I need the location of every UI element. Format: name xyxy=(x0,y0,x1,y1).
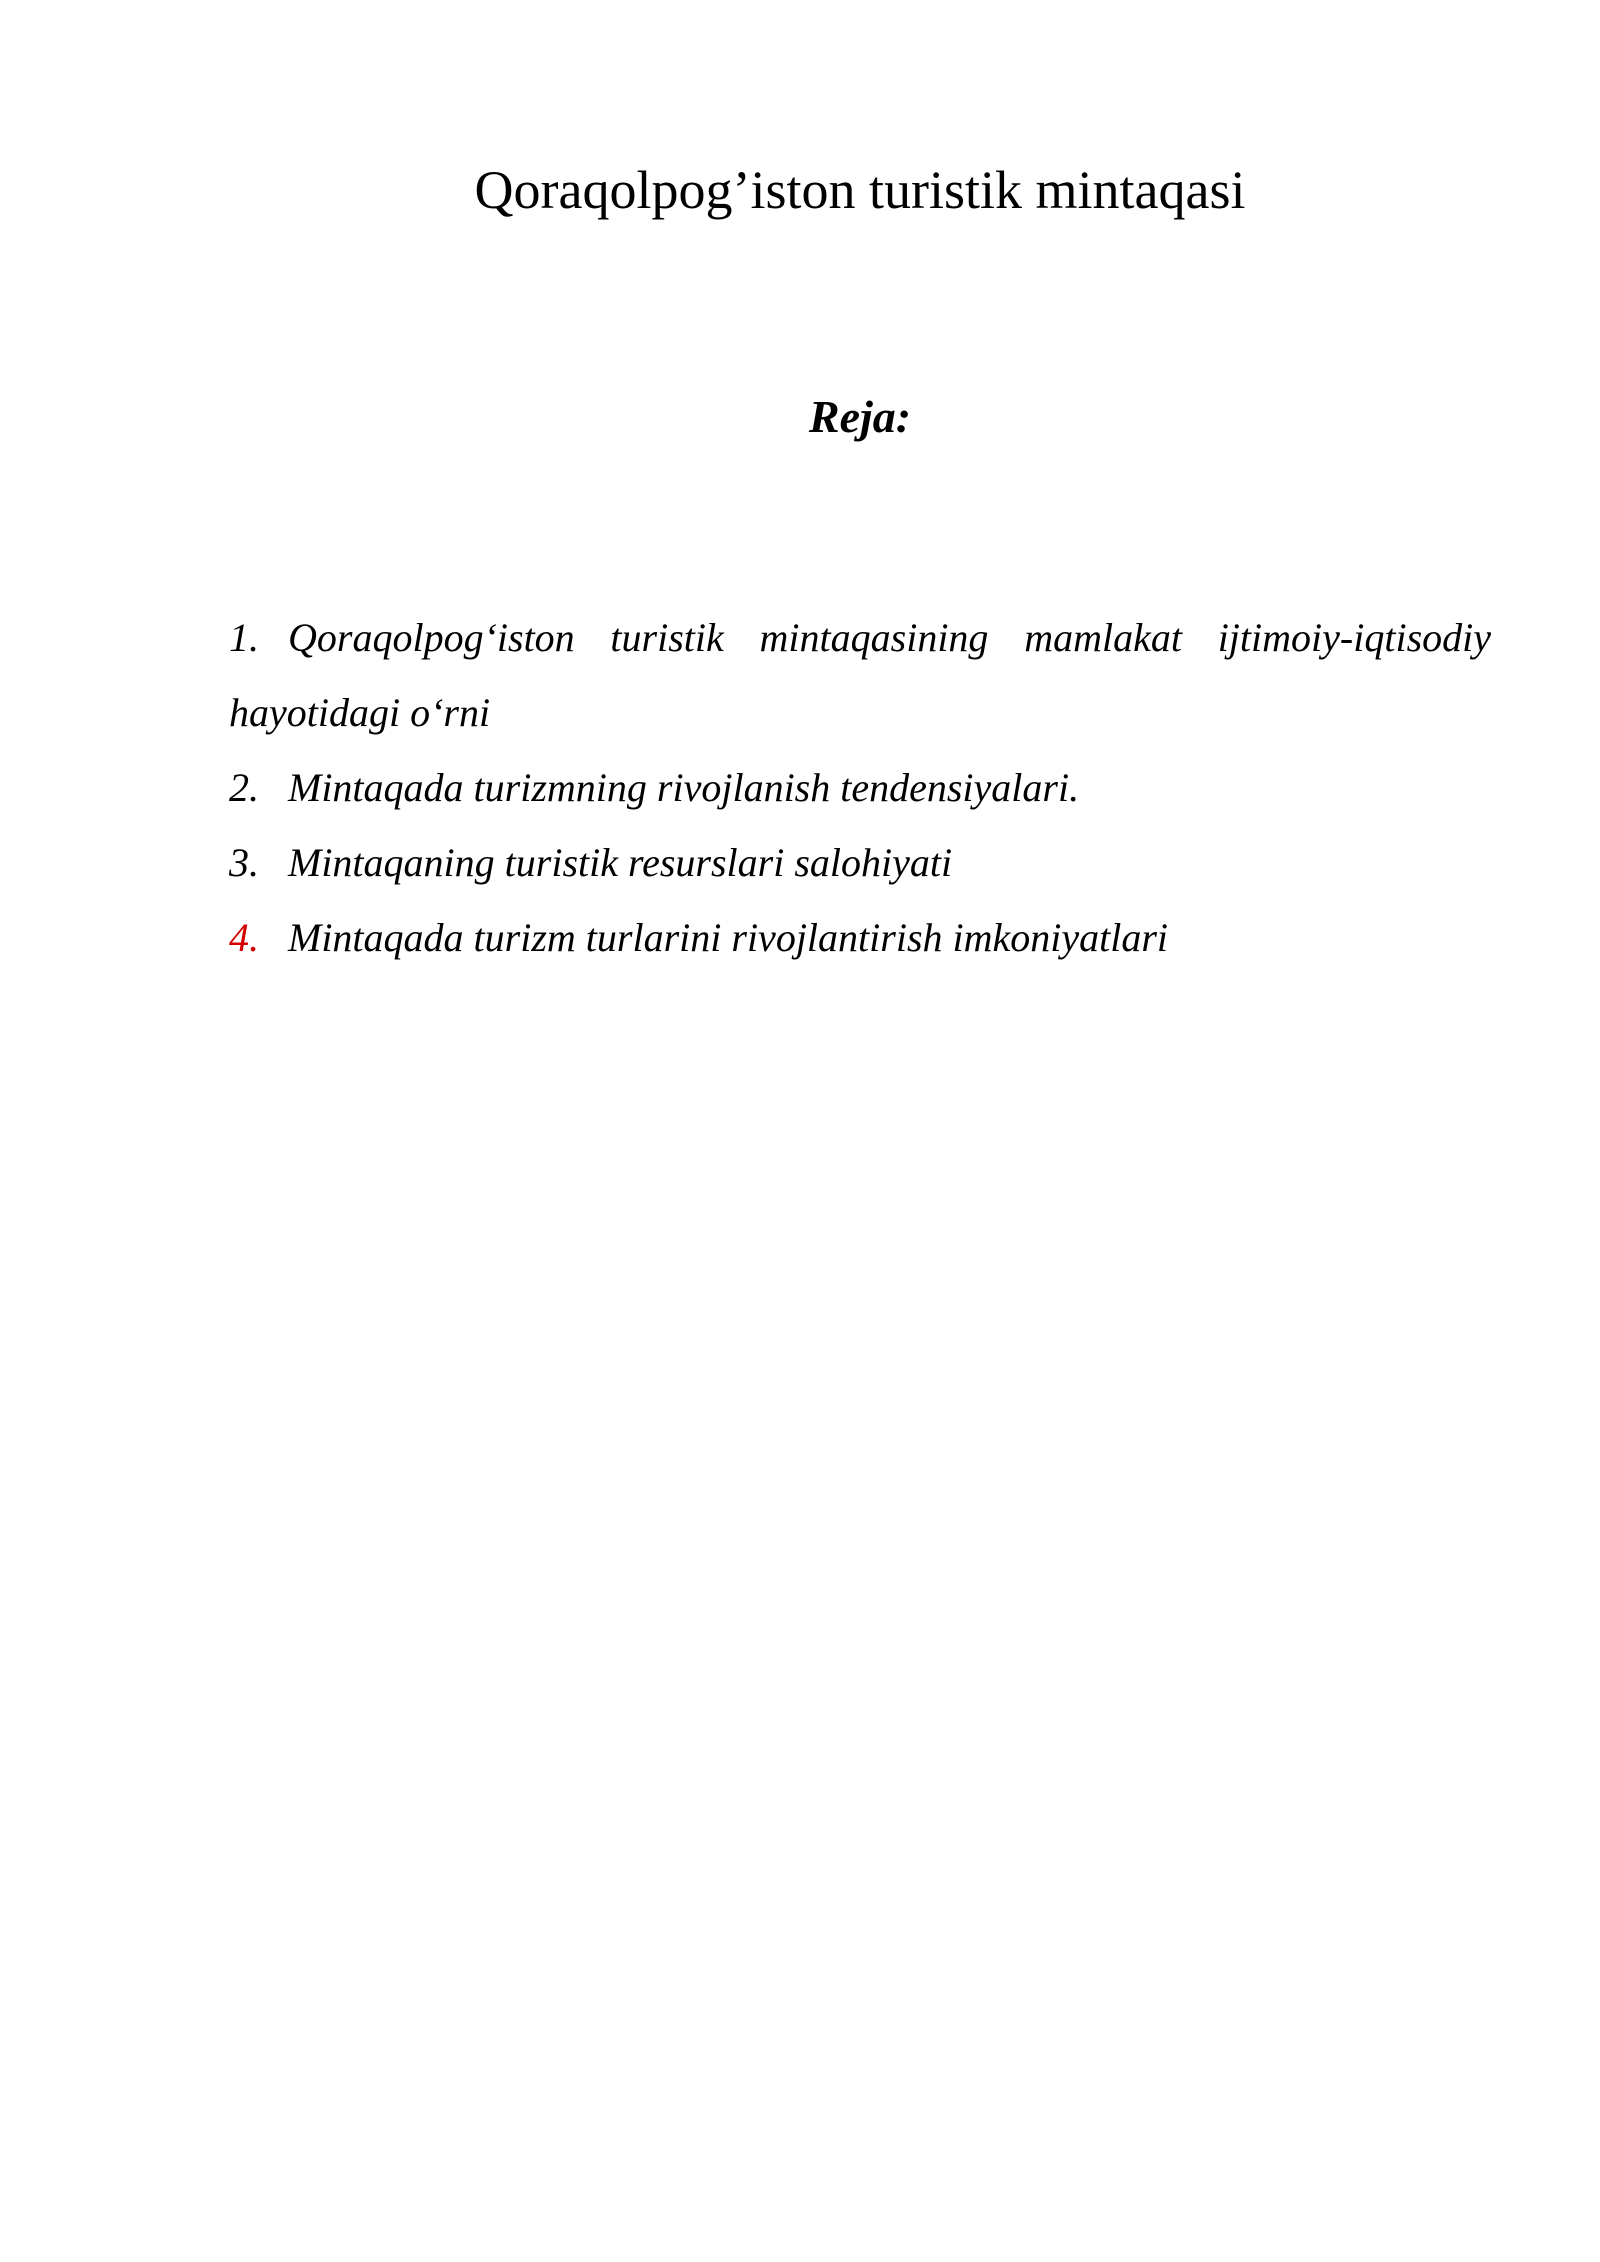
plan-list xyxy=(229,600,1491,975)
plan-item-text: Qoraqolpog‘iston turistik mintaqasining mamlakat ijtimoiy-iqtisodiy hayotidagi o‘rni xyxy=(229,615,1491,735)
plan-item-number: 4. xyxy=(229,915,259,960)
plan-item-1 xyxy=(229,600,1491,750)
document-title: Qoraqolpog’iston turistik mintaqasi xyxy=(474,160,1246,220)
plan-item-text: Mintaqaning turistik resurslari salohiyati xyxy=(288,840,953,885)
plan-heading: Reja: xyxy=(808,391,912,442)
plan-item-3 xyxy=(229,825,1491,900)
plan-item-2 xyxy=(229,750,1491,825)
plan-item-number: 1. xyxy=(229,615,259,660)
plan-item-number: 3. xyxy=(229,840,259,885)
plan-item-text: Mintaqada turizm turlarini rivojlantirish imkoniyatlari xyxy=(288,915,1169,960)
plan-item-text: Mintaqada turizmning rivojlanish tendensiyalari. xyxy=(288,765,1080,810)
plan-item-number: 2. xyxy=(229,765,259,810)
plan-item-4 xyxy=(229,900,1491,975)
